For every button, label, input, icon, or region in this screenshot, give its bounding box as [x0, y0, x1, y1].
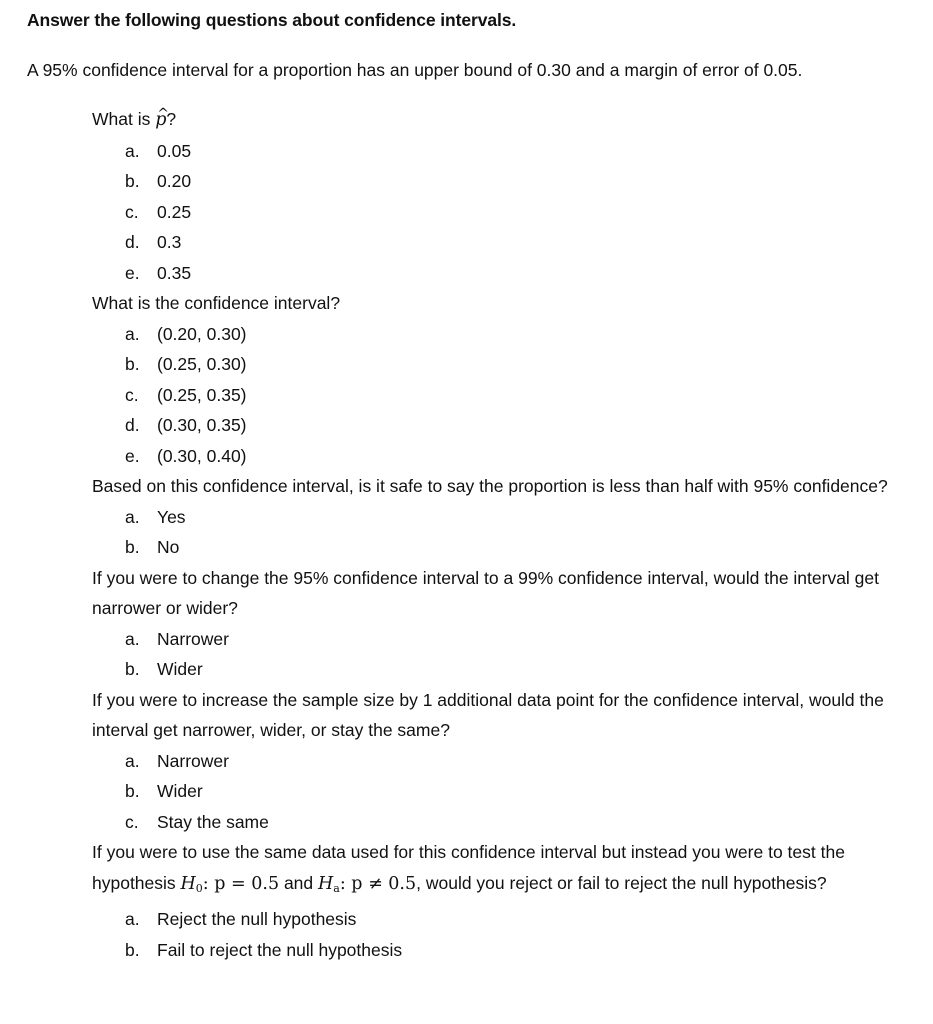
h0-label: H [180, 873, 196, 894]
option-text: 0.25 [157, 201, 192, 222]
option-text: (0.25, 0.30) [157, 354, 247, 374]
option-letter: a. [125, 506, 140, 527]
option-text: Reject the null hypothesis [157, 909, 357, 929]
option-letter: a. [125, 909, 140, 929]
option-letter: e. [125, 262, 140, 283]
question-2-option-d[interactable] [125, 410, 922, 441]
option-letter: c. [125, 811, 139, 832]
option-letter: b. [125, 659, 140, 679]
option-text: 0.05 [157, 140, 192, 161]
h0-subscript: 0 [195, 881, 203, 895]
option-text: 0.35 [157, 262, 192, 283]
question-5 [92, 685, 922, 838]
question-1-option-c[interactable] [125, 197, 922, 228]
question-2-option-a[interactable] [125, 319, 922, 350]
option-text: (0.30, 0.35) [157, 415, 247, 435]
question-4-option-a[interactable] [125, 624, 922, 655]
option-letter: b. [125, 939, 140, 960]
question-1 [92, 104, 922, 288]
option-letter: a. [125, 628, 140, 649]
page-heading: Answer the following questions about confidence intervals. [27, 10, 517, 30]
option-text: 0.20 [157, 171, 192, 191]
question-6-suffix: , would you reject or fail to reject the null hypothesis? [416, 872, 827, 893]
question-3-options [92, 502, 922, 563]
question-1-option-e[interactable] [125, 258, 922, 289]
question-3-option-b[interactable] [125, 532, 922, 563]
alternative-hypothesis-expression [318, 874, 416, 894]
question-4-options [92, 624, 922, 685]
option-text: Narrower [157, 628, 229, 649]
option-text: Wider [157, 659, 203, 679]
question-6-option-b[interactable] [125, 935, 922, 966]
question-4-text: If you were to change the 95% confidence interval to a 99% confidence interval, would the interval get narrower or wider? [92, 567, 880, 618]
question-5-options [92, 746, 922, 838]
question-3-option-a[interactable] [125, 502, 922, 533]
question-4 [92, 563, 922, 685]
question-1-options [92, 136, 922, 289]
option-letter: b. [125, 171, 140, 191]
question-2-option-c[interactable] [125, 380, 922, 411]
question-2-text: What is the confidence interval? [92, 293, 341, 313]
option-letter: b. [125, 781, 140, 801]
option-text: No [157, 537, 180, 557]
question-5-option-c[interactable] [125, 807, 922, 838]
ha-expression: : p ≠ 0.5 [339, 873, 417, 894]
option-text: 0.3 [157, 232, 182, 252]
question-1-option-a[interactable] [125, 136, 922, 167]
option-text: (0.30, 0.40) [157, 445, 247, 466]
null-hypothesis-expression [181, 874, 280, 894]
question-5-option-a[interactable] [125, 746, 922, 777]
question-5-text: If you were to increase the sample size by 1 additional data point for the confidence interval, would the interval get narrower, wider, or stay the same? [92, 689, 884, 740]
question-1-text [92, 104, 922, 136]
question-2-options [92, 319, 922, 472]
question-4-option-b[interactable] [125, 654, 922, 685]
question-1-option-b[interactable] [125, 166, 922, 197]
question-6-text [92, 837, 922, 904]
option-text: (0.25, 0.35) [157, 384, 247, 405]
option-letter: b. [125, 354, 140, 374]
question-5-option-b[interactable] [125, 776, 922, 807]
option-text: (0.20, 0.30) [157, 323, 247, 344]
option-letter: c. [125, 384, 139, 405]
question-2-option-e[interactable] [125, 441, 922, 472]
question-list [92, 104, 922, 965]
option-letter: b. [125, 537, 140, 557]
option-text: Yes [157, 506, 186, 527]
question-3-text: Based on this confidence interval, is it safe to say the proportion is less than half with 95% confidence? [92, 476, 888, 496]
question-1-prefix: What is [92, 109, 156, 129]
question-2 [92, 288, 922, 471]
question-6-mid: and [279, 872, 319, 893]
intro-statement: A 95% confidence interval for a proportion has an upper bound of 0.30 and a margin of error of 0.05. [27, 60, 803, 80]
option-text: Stay the same [157, 811, 269, 832]
option-letter: d. [125, 232, 140, 252]
question-2-option-b[interactable] [125, 349, 922, 380]
option-text: Wider [157, 781, 203, 801]
ha-subscript: a [333, 881, 340, 895]
option-letter: c. [125, 201, 139, 222]
option-text: Fail to reject the null hypothesis [157, 939, 403, 960]
question-6-option-a[interactable] [125, 904, 922, 935]
option-letter: a. [125, 140, 140, 161]
question-6-options [92, 904, 922, 965]
option-letter: a. [125, 750, 140, 771]
option-letter: d. [125, 415, 140, 435]
ha-label: H [318, 873, 334, 894]
question-1-suffix: ? [166, 109, 177, 129]
option-letter: e. [125, 445, 140, 466]
p-hat-symbol: ^ p [155, 105, 166, 136]
question-3 [92, 471, 922, 563]
h0-expression: : p = 0.5 [202, 873, 280, 894]
question-6 [92, 837, 922, 965]
option-text: Narrower [157, 750, 229, 771]
question-1-option-d[interactable] [125, 227, 922, 258]
question-6-prefix: If you were to use the same data used for this confidence interval but instead you were to test the hypothesis [92, 842, 845, 893]
option-letter: a. [125, 323, 140, 344]
